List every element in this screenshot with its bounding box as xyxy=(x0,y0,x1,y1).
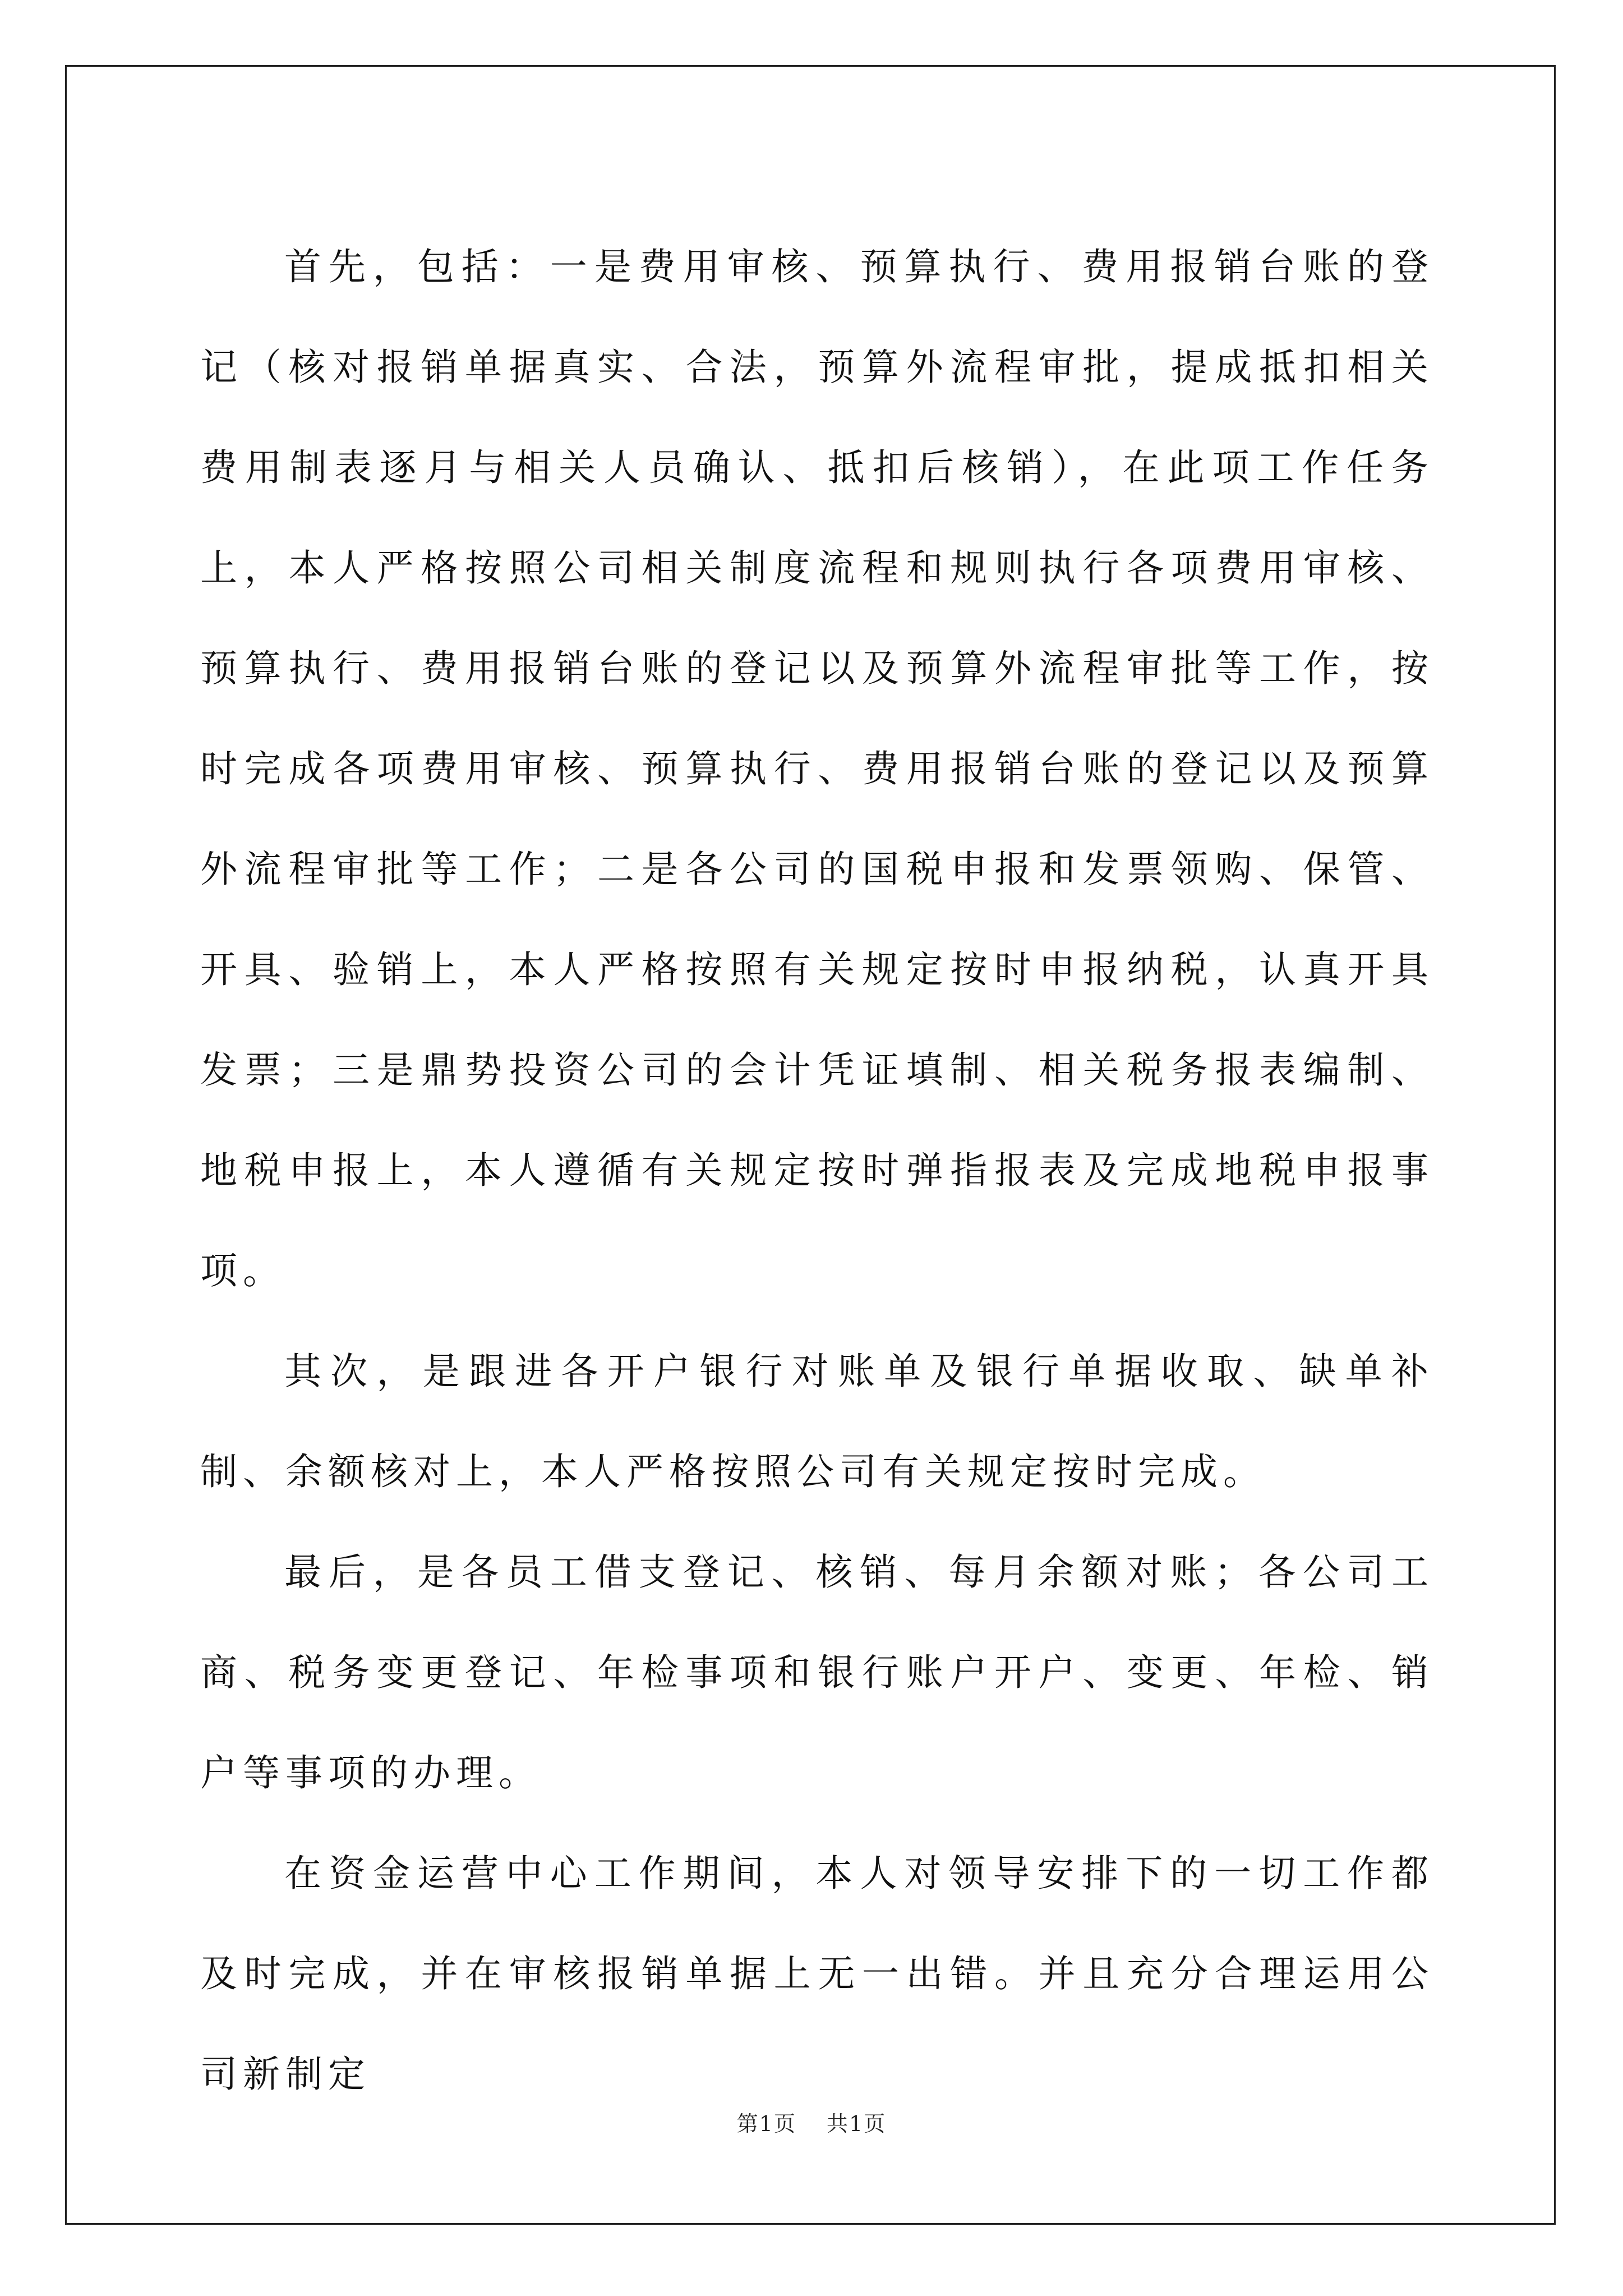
page-footer xyxy=(0,2106,1623,2137)
paragraph-1: 首先，包括：一是费用审核、预算执行、费用报销台账的登记（核对报销单据真实、合法，预算外流程审批，提成抵扣相关费用制表逐月与相关人员确认、抵扣后核销），在此项工作任务上，本人严格按照公司相关制度流程和规则执行各项费用审核、预算执行、费用报销台账的登记以及预算外流程审批等工作，按时完成各项费用审核、预算执行、费用报销台账的登记以及预算外流程审批等工作；二是各公司的国税申报和发票领购、保管、开具、验销上，本人严格按照有关规定按时申报纳税，认真开具发票；三是鼎势投资公司的会计凭证填制、相关税务报表编制、地税申报上，本人遵循有关规定按时弹指报表及完成地税申报事项。 xyxy=(200,245,1434,1292)
page-number: 第1页 xyxy=(736,2111,796,2136)
paragraph-2: 其次，是跟进各开户银行对账单及银行单据收取、缺单补制、余额核对上，本人严格按照公司有关规定按时完成。 xyxy=(200,1350,1434,1493)
document-body xyxy=(200,217,1434,2124)
paragraph-4: 在资金运营中心工作期间，本人对领导安排下的一切工作都及时完成，并在审核报销单据上无一出错。并且充分合理运用公司新制定 xyxy=(200,1852,1434,2096)
paragraph-3: 最后，是各员工借支登记、核销、每月余额对账；各公司工商、税务变更登记、年检事项和银行账户开户、变更、年检、销户等事项的办理。 xyxy=(200,1550,1434,1795)
page-total: 共1页 xyxy=(827,2111,887,2136)
